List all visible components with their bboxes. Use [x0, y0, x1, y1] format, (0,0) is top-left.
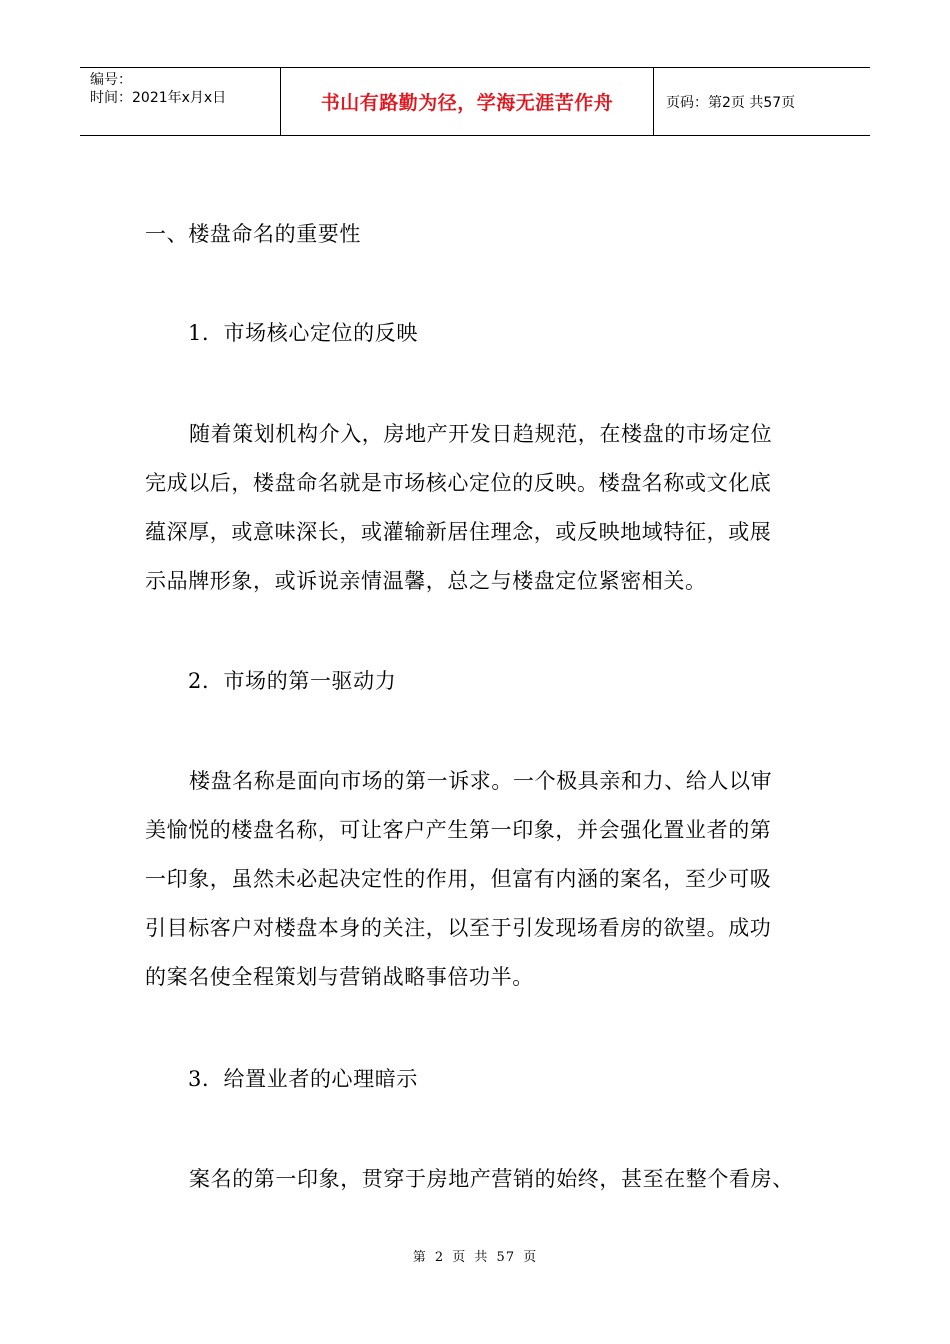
header-page-info: 页码：第2页 共57页 [666, 94, 796, 111]
document-header [80, 67, 870, 136]
item2-paragraph [145, 757, 825, 1002]
section-title: 一、楼盘命名的重要性 [145, 222, 361, 246]
item3-paragraph [145, 1155, 825, 1204]
paragraph-line: 完成以后，楼盘命名就是市场核心定位的反映。楼盘名称或文化底 [145, 471, 772, 495]
item3-title: 3．给置业者的心理暗示 [188, 1067, 418, 1091]
paragraph-line: 美愉悦的楼盘名称，可让客户产生第一印象，并会强化置业者的第 [145, 818, 772, 842]
header-motto: 书山有路勤为径，学海无涯苦作舟 [320, 92, 614, 114]
page-footer: 第 2 页 共 57 页 [412, 1250, 538, 1265]
item2-title: 2．市场的第一驱动力 [188, 669, 397, 693]
paragraph-line: 随着策划机构介入，房地产开发日趋规范，在楼盘的市场定位 [189, 422, 773, 446]
header-meta-cell [80, 68, 281, 135]
paragraph-line: 示品牌形象，或诉说亲情温馨，总之与楼盘定位紧密相关。 [145, 569, 707, 593]
paragraph-line: 蕴深厚，或意味深长，或灌输新居住理念，或反映地域特征，或展 [145, 520, 772, 544]
header-page-info-cell [654, 68, 870, 135]
paragraph-line: 案名的第一印象，贯穿于房地产营销的始终，甚至在整个看房、 [189, 1167, 794, 1191]
paragraph-line: 引目标客户对楼盘本身的关注，以至于引发现场看房的欲望。成功 [145, 916, 772, 940]
paragraph-line: 楼盘名称是面向市场的第一诉求。一个极具亲和力、给人以审 [189, 769, 773, 793]
paragraph-line: 的案名使全程策划与营销战略事倍功半。 [145, 965, 534, 989]
date-label: 时间：2021年x月x日 [90, 90, 227, 106]
paragraph-line: 一印象，虽然未必起决定性的作用，但富有内涵的案名，至少可吸 [145, 867, 772, 891]
header-motto-cell [281, 68, 654, 135]
serial-number-label: 编号： [90, 72, 132, 88]
item1-paragraph [145, 410, 825, 606]
item1-title: 1．市场核心定位的反映 [188, 321, 418, 345]
